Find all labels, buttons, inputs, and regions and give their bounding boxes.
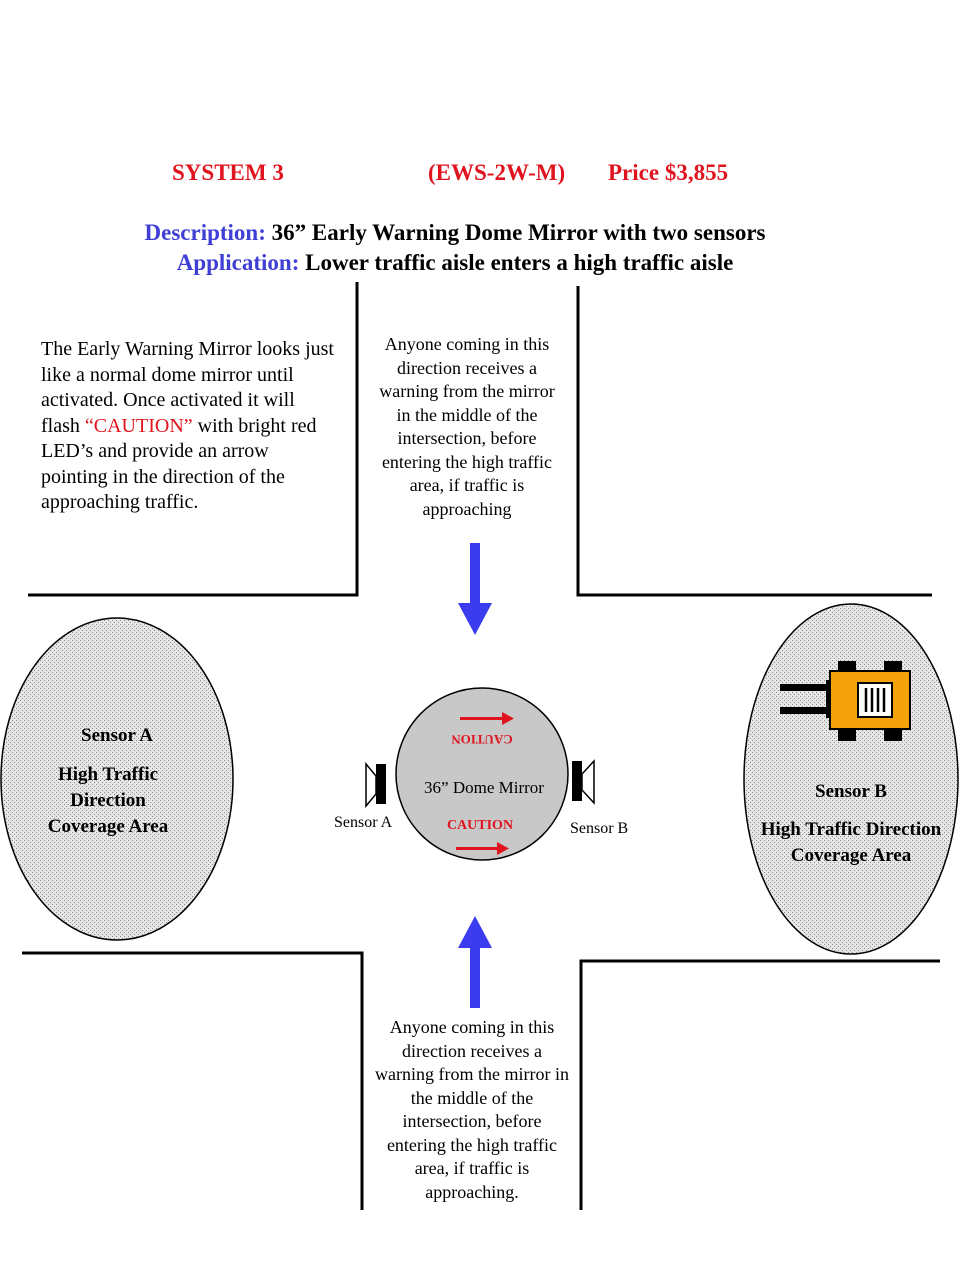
mirror-label: 36” Dome Mirror (424, 778, 544, 797)
sensor-a-zone-line1: High Traffic (57, 764, 159, 785)
intro-paragraph (41, 337, 337, 516)
sensor-a-zone-line2: Direction (70, 790, 146, 811)
price: Price $3,855 (608, 160, 729, 185)
sensor-a-icon (366, 764, 386, 806)
down-arrow-icon (458, 543, 492, 635)
application-label: Application: (176, 250, 300, 275)
sensor-b-label: Sensor B (570, 820, 629, 837)
sensor-b-zone-line1: High Traffic Direction (760, 819, 942, 840)
mirror-caution-bottom: CAUTION (446, 818, 514, 833)
dome-mirror (396, 688, 568, 860)
sensor-a-label: Sensor A (334, 814, 393, 831)
sensor-a-zone-title: Sensor A (81, 725, 153, 746)
sensor-a-zone-line3: Coverage Area (47, 816, 169, 837)
system-title: SYSTEM 3 (172, 160, 284, 185)
intro-text-end: with bright red LED’s and provide an arrow pointing in the direction of the approaching traffic. (41, 414, 317, 513)
sensor-b-zone-title: Sensor B (815, 781, 887, 802)
wall-bottom-right (581, 961, 940, 1210)
bottom-approach-note: Anyone coming in this direction receives a warning from the mirror in the middle of the intersection, before entering the high traffic area, if traffic is approaching. (375, 1017, 569, 1202)
wall-bottom-left (22, 953, 362, 1210)
intro-text-start: The Early Warning Mirror looks just like a normal dome mirror until activated. Once activated it will flash (41, 338, 334, 437)
mirror-caution-top: CAUTION (451, 732, 513, 747)
description-label: Description: (144, 220, 266, 245)
sensor-b-zone-line2: Coverage Area (790, 845, 912, 866)
application-text: Lower traffic aisle enters a high traffic aisle (299, 250, 734, 275)
top-approach-note: Anyone coming in this direction receives a warning from the mirror in the middle of the intersection, before entering the high traffic area, if traffic is approaching (379, 334, 555, 519)
up-arrow-icon (458, 916, 492, 1008)
model-number: (EWS-2W-M) (428, 160, 566, 185)
caution-highlight: “CAUTION” (84, 414, 193, 437)
wall-top-right (578, 286, 932, 595)
description-text: 36” Early Warning Dome Mirror with two sensors (265, 220, 766, 245)
